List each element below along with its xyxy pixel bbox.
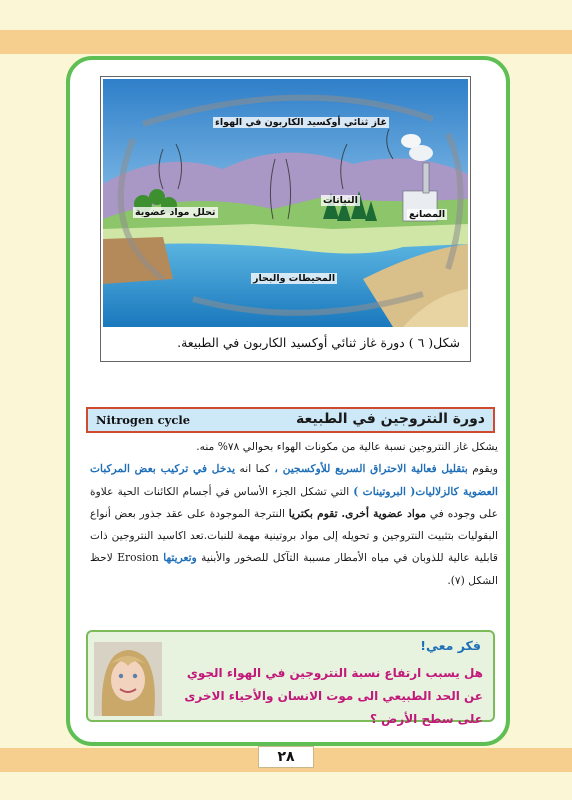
figure (100, 76, 471, 362)
paragraph-1: يشكل غاز النتروجين نسبة عالية من مكونات الهواء بحوالي ٧٨% منه. (196, 440, 498, 453)
label-oceans: المحيطات والبحار (253, 273, 336, 284)
figure-caption: شكل( ٦ ) دورة غاز ثنائي أوكسيد الكاربون في الطبيعة. (177, 335, 460, 350)
bold-run: مواد عضوية أخرى. (341, 506, 427, 520)
think-with-me-box (86, 630, 495, 726)
bold-run: تقوم بكتريا (288, 506, 338, 520)
highlight-run: وتعريتها (163, 551, 197, 565)
section-title-arabic: دورة النتروجين في الطبيعة (296, 411, 485, 427)
highlight-run: بتقليل فعالية الاحتراق السريع للأوكسجين ، (274, 462, 468, 476)
bottom-margin (0, 772, 572, 800)
girl-portrait-image (94, 642, 162, 716)
text-run: النترجة الموجودة على عقد جذور بعض أنواع البقوليات بتثبيت النتروجين و تحويله إلى مواد بروتينية مهمة للنبات.تعد اكاسيد النتروجين ذات قابلية عالية للذوبان في مياه الأمطار مسببة التآكل للصخور والأبنية (90, 506, 499, 565)
highlight-run: يدخل في تركيب بعض المركبات العضوية كالزلاليات( البروتينات ) (90, 462, 499, 498)
text-run: كما انه (235, 462, 275, 476)
top-decor-band (0, 30, 572, 54)
body-paragraph (90, 436, 498, 592)
label-factories: المصانع (409, 209, 446, 220)
text-run: Erosion لاحظ الشكل (٧). (90, 551, 498, 587)
think-question: هل يسبب ارتفاع نسبة النتروجين في الهواء الجوي عن الحد الطبيعي الى موت الانسان والأحياء الاخرى على سطح الأرض ؟ (184, 666, 483, 726)
section-header (86, 407, 495, 433)
label-plants: النباتات (323, 195, 358, 206)
text-run: ويقوم (467, 462, 498, 476)
paragraph-2 (90, 458, 498, 592)
page-number: ٢٨ (258, 746, 314, 768)
label-co2-in-air: غاز ثنائي أوكسيد الكاربون في الهواء (215, 117, 387, 128)
text-run: التي تشكل الجزء الأساس في أجسام الكائنات الحية علاوة على وجوده في (90, 484, 498, 520)
think-title: فكر معي! (420, 638, 481, 653)
section-title-english: Nitrogen cycle (96, 413, 191, 427)
label-decomposition: تحلل مواد عضوية (135, 207, 216, 218)
